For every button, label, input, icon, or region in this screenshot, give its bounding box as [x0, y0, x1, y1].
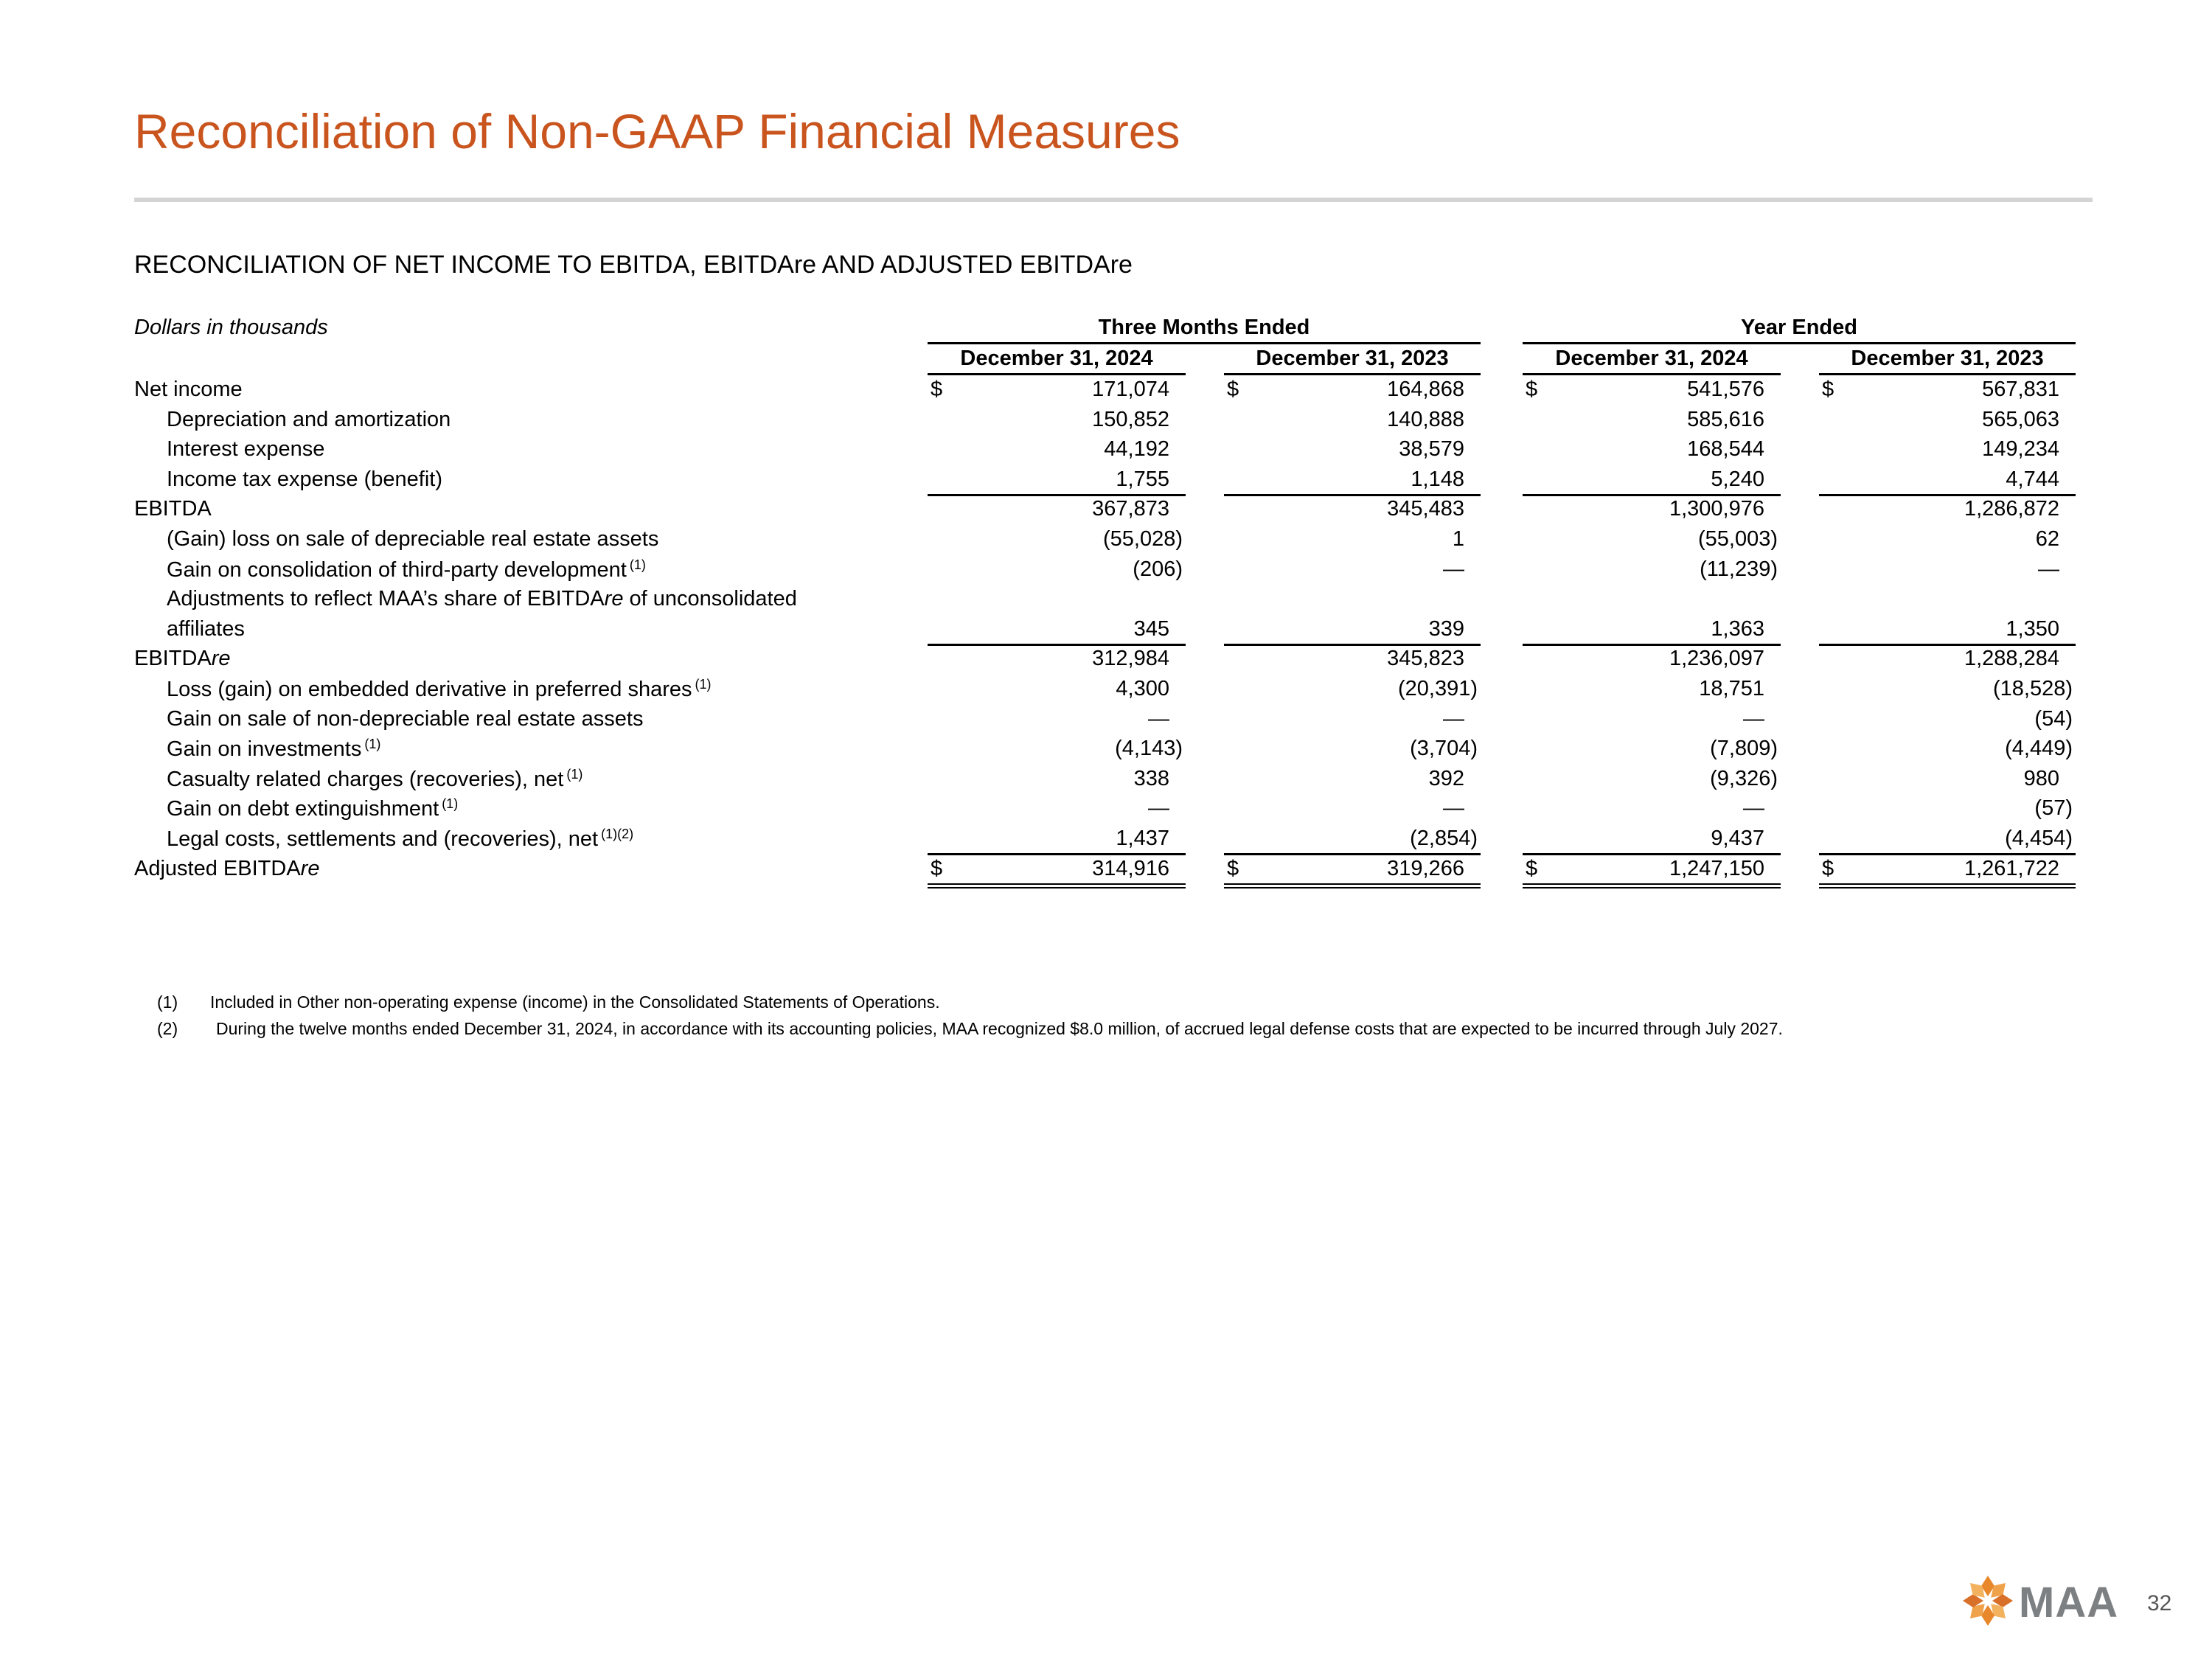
row-label-text: EBITDA: [134, 647, 212, 671]
table-cell: [1819, 734, 2076, 763]
footnote-ref: (1): [364, 737, 381, 752]
table-cell: [928, 554, 1186, 584]
row-label: [167, 617, 245, 641]
table-cell: [928, 494, 1186, 524]
table-cell: [928, 704, 1186, 734]
table-cell: [1523, 465, 1781, 496]
table-cell: [1523, 405, 1781, 434]
table-cell: [928, 764, 1186, 793]
table-cell: [1224, 524, 1481, 554]
row-label: [167, 707, 643, 731]
cell-value: 567,831: [1982, 378, 2059, 401]
table-cell: [1819, 494, 2076, 524]
cell-value: —: [1148, 796, 1169, 821]
table-row: [0, 764, 2212, 793]
footnote-ref: (1): [695, 677, 712, 692]
table-cell: [928, 524, 1186, 554]
cell-value: 140,888: [1387, 407, 1464, 431]
cell-value: 62: [2035, 527, 2059, 551]
row-label: [134, 857, 319, 881]
currency-symbol: $: [1526, 856, 1538, 880]
currency-symbol: $: [1526, 378, 1538, 401]
row-label-text: of unconsolidated: [623, 587, 797, 611]
footnote-ref: (1)(2): [601, 827, 634, 841]
row-label-text: EBITDA: [134, 497, 212, 521]
table-cell: [1523, 644, 1781, 673]
cell-value: (55,028): [1102, 527, 1183, 551]
maa-logo-icon: [1961, 1574, 2014, 1627]
table-cell: [928, 674, 1186, 703]
table-cell: [1819, 644, 2076, 673]
cell-value: 312,984: [1092, 647, 1169, 671]
cell-value: 1,350: [2006, 616, 2059, 641]
row-label: [134, 497, 212, 521]
cell-value: —: [1443, 796, 1464, 821]
table-cell: [1523, 614, 1781, 646]
column-header-q4-2024: December 31, 2024: [928, 347, 1186, 375]
cell-value: 9,437: [1711, 827, 1764, 850]
currency-symbol: $: [931, 856, 943, 880]
cell-value: 44,192: [1104, 437, 1169, 462]
table-cell: [1523, 375, 1781, 404]
page-number: 32: [2147, 1591, 2172, 1615]
row-label: [134, 378, 243, 402]
table-cell: [1523, 524, 1781, 554]
currency-symbol: $: [1822, 378, 1834, 401]
row-label: [167, 677, 712, 702]
row-label-italic: re: [604, 587, 624, 611]
table-cell: [928, 734, 1186, 763]
table-cell: [1523, 854, 1781, 888]
table-cell: [1224, 465, 1481, 496]
row-label: [167, 527, 658, 552]
cell-value: 18,751: [1699, 677, 1764, 700]
row-label-text: Legal costs, settlements and (recoveries), net: [167, 827, 599, 851]
row-label-text: Income tax expense (benefit): [167, 467, 442, 491]
footnote-ref: (1): [566, 766, 583, 782]
table-cell: [1224, 704, 1481, 734]
cell-value: 980: [2023, 766, 2059, 790]
cell-value: 4,744: [2006, 467, 2059, 491]
table-row: [0, 644, 2212, 673]
cell-value: 38,579: [1399, 437, 1464, 462]
cell-value: (18,528): [1992, 677, 2073, 700]
cell-value: 345,823: [1387, 647, 1464, 671]
cell-value: (7,809): [1710, 737, 1778, 761]
row-label-text: Adjusted EBITDA: [134, 856, 301, 880]
row-label: [167, 557, 646, 582]
cell-value: —: [1443, 557, 1464, 581]
table-cell: [1523, 674, 1781, 703]
cell-value: 150,852: [1092, 407, 1169, 431]
cell-value: 585,616: [1687, 407, 1764, 431]
table-row: [0, 554, 2212, 584]
table-cell: [1224, 734, 1481, 763]
table-cell: [1224, 644, 1481, 673]
maa-logo-text: MAA: [2019, 1579, 2119, 1627]
row-label-text: Gain on debt extinguishment: [167, 797, 439, 821]
table-cell: [1819, 614, 2076, 646]
table-cell: [928, 644, 1186, 673]
cell-value: (55,003): [1697, 527, 1778, 551]
table-row: [0, 405, 2212, 434]
table-row: [0, 434, 2212, 464]
table-cell: [928, 375, 1186, 404]
table-cell: [1523, 764, 1781, 793]
cell-value: 1,437: [1116, 827, 1169, 850]
table-cell: [1224, 674, 1481, 703]
row-label: [167, 827, 633, 852]
table-cell: [1819, 764, 2076, 793]
row-label-text: affiliates: [167, 616, 245, 641]
cell-value: 1,288,284: [1964, 647, 2059, 671]
table-row: [0, 824, 2212, 853]
table-cell: [1224, 854, 1481, 888]
footnote-ref: (1): [629, 557, 646, 572]
cell-value: (2,854): [1410, 827, 1478, 850]
cell-value: 5,240: [1711, 467, 1764, 491]
units-note: Dollars in thousands: [134, 316, 328, 339]
table-cell: [1523, 434, 1781, 464]
cell-value: 345,483: [1387, 497, 1464, 521]
cell-value: 1: [1452, 527, 1464, 551]
cell-value: (3,704): [1410, 737, 1478, 761]
footnote-number: (1): [157, 992, 178, 1012]
table-cell: [1523, 734, 1781, 763]
table-row: [0, 614, 2212, 644]
table-cell: [1224, 614, 1481, 646]
table-cell: [928, 614, 1186, 646]
cell-value: (4,449): [2005, 737, 2073, 761]
table-cell: [1819, 375, 2076, 404]
cell-value: 1,261,722: [1964, 856, 2059, 880]
table-cell: [1224, 764, 1481, 793]
cell-value: 1,236,097: [1669, 647, 1764, 671]
table-cell: [928, 584, 1186, 613]
table-row: [0, 584, 2212, 613]
table-cell: [1523, 584, 1781, 613]
cell-value: 149,234: [1982, 437, 2059, 462]
table-cell: [1819, 793, 2076, 823]
table-cell: [1819, 824, 2076, 855]
table-cell: [1819, 674, 2076, 703]
group-header-year: Year Ended: [1523, 316, 2076, 344]
table-cell: [1819, 704, 2076, 734]
row-label-text: Interest expense: [167, 437, 325, 462]
cell-value: 171,074: [1092, 378, 1169, 401]
table-cell: [1224, 824, 1481, 855]
row-label: [167, 767, 582, 792]
table-row: [0, 524, 2212, 554]
table-cell: [1819, 524, 2076, 554]
table-cell: [1523, 793, 1781, 823]
row-label: [167, 437, 324, 462]
row-label-text: Gain on investments: [167, 737, 362, 762]
currency-symbol: $: [1822, 856, 1834, 880]
table-cell: [1819, 405, 2076, 434]
table-cell: [928, 465, 1186, 496]
cell-value: (20,391): [1397, 677, 1478, 700]
cell-value: —: [2038, 557, 2059, 581]
row-label-text: Casualty related charges (recoveries), net: [167, 767, 564, 791]
table-cell: [1819, 854, 2076, 888]
table-cell: [1224, 434, 1481, 464]
cell-value: —: [1148, 706, 1169, 731]
footnote-text: During the twelve months ended December 31, 2024, in accordance with its accounting policies, MAA recognized $8.0 million, of accrued legal defense costs that are expected to be incurred through July 2027.: [216, 1019, 1783, 1038]
table-cell: [928, 434, 1186, 464]
row-label-text: Net income: [134, 378, 243, 401]
table-cell: [1224, 554, 1481, 584]
table-cell: [1224, 405, 1481, 434]
row-label-text: Gain on consolidation of third-party development: [167, 557, 627, 582]
table-cell: [1819, 434, 2076, 464]
table-row: [0, 734, 2212, 763]
cell-value: 164,868: [1387, 378, 1464, 401]
cell-value: 4,300: [1116, 677, 1169, 700]
table-row: [0, 854, 2212, 883]
table-cell: [1523, 704, 1781, 734]
footnote-ref: (1): [442, 796, 459, 812]
table-cell: [1819, 465, 2076, 496]
cell-value: (11,239): [1700, 557, 1778, 581]
row-label: [134, 647, 231, 671]
cell-value: 541,576: [1687, 378, 1764, 401]
row-label: [167, 467, 442, 492]
table-cell: [928, 793, 1186, 823]
page-title: Reconciliation of Non-GAAP Financial Measures: [134, 104, 1180, 159]
table-cell: [928, 405, 1186, 434]
table-cell: [1523, 824, 1781, 855]
cell-value: 1,363: [1711, 616, 1764, 641]
row-label-text: Adjustments to reflect MAA’s share of EBITDA: [167, 587, 605, 611]
currency-symbol: $: [1227, 856, 1239, 880]
cell-value: 1,755: [1116, 467, 1169, 491]
cell-value: 1,300,976: [1669, 497, 1764, 521]
cell-value: —: [1743, 796, 1764, 821]
table-row: [0, 465, 2212, 494]
table-cell: [928, 824, 1186, 855]
cell-value: 565,063: [1982, 407, 2059, 431]
cell-value: —: [1443, 706, 1464, 731]
group-header-three-months: Three Months Ended: [928, 316, 1481, 344]
table-row: [0, 793, 2212, 823]
cell-value: (54): [2034, 706, 2073, 731]
cell-value: 314,916: [1092, 856, 1169, 880]
row-label: [167, 737, 380, 762]
table-cell: [1819, 584, 2076, 613]
table-cell: [1224, 494, 1481, 524]
cell-value: —: [1743, 706, 1764, 731]
cell-value: (206): [1133, 557, 1183, 581]
table-row: [0, 375, 2212, 404]
column-header-q4-2023: December 31, 2023: [1224, 347, 1481, 375]
footnote-text: Included in Other non-operating expense (income) in the Consolidated Statements of Operations.: [210, 992, 940, 1012]
currency-symbol: $: [931, 378, 943, 401]
cell-value: (9,326): [1710, 766, 1778, 790]
currency-symbol: $: [1227, 378, 1239, 401]
cell-value: (4,143): [1115, 737, 1183, 761]
cell-value: 338: [1133, 766, 1169, 790]
cell-value: (4,454): [2005, 827, 2073, 850]
table-cell: [1523, 554, 1781, 584]
column-header-fy-2024: December 31, 2024: [1523, 347, 1781, 375]
table-cell: [1819, 554, 2076, 584]
cell-value: 392: [1428, 766, 1464, 790]
cell-value: 345: [1133, 616, 1169, 641]
cell-value: 168,544: [1687, 437, 1764, 462]
cell-value: (57): [2034, 796, 2073, 821]
row-label-text: (Gain) loss on sale of depreciable real estate assets: [167, 527, 659, 551]
table-cell: [1523, 494, 1781, 524]
cell-value: 1,148: [1411, 467, 1464, 491]
row-label-italic: re: [300, 856, 320, 880]
table-cell: [1224, 375, 1481, 404]
cell-value: 1,247,150: [1669, 856, 1764, 880]
title-divider: [134, 198, 2093, 202]
table-row: [0, 704, 2212, 734]
table-row: [0, 674, 2212, 703]
table-cell: [1224, 584, 1481, 613]
table-subtitle: RECONCILIATION OF NET INCOME TO EBITDA, EBITDAre AND ADJUSTED EBITDAre: [134, 251, 1133, 279]
row-label-italic: re: [211, 647, 231, 671]
row-label-text: Loss (gain) on embedded derivative in preferred shares: [167, 678, 692, 701]
column-header-fy-2023: December 31, 2023: [1819, 347, 2076, 375]
cell-value: 339: [1428, 616, 1464, 641]
row-label-text: Depreciation and amortization: [167, 407, 451, 431]
row-label-text: Gain on sale of non-depreciable real estate assets: [167, 706, 644, 731]
row-label: [167, 796, 458, 821]
table-row: [0, 494, 2212, 524]
cell-value: 367,873: [1092, 497, 1169, 521]
row-label: [167, 408, 451, 432]
table-cell: [1224, 793, 1481, 823]
row-label: [167, 587, 797, 611]
cell-value: 319,266: [1387, 856, 1464, 880]
table-cell: [928, 854, 1186, 888]
cell-value: 1,286,872: [1964, 497, 2059, 521]
footnote-number: (2): [157, 1019, 178, 1038]
